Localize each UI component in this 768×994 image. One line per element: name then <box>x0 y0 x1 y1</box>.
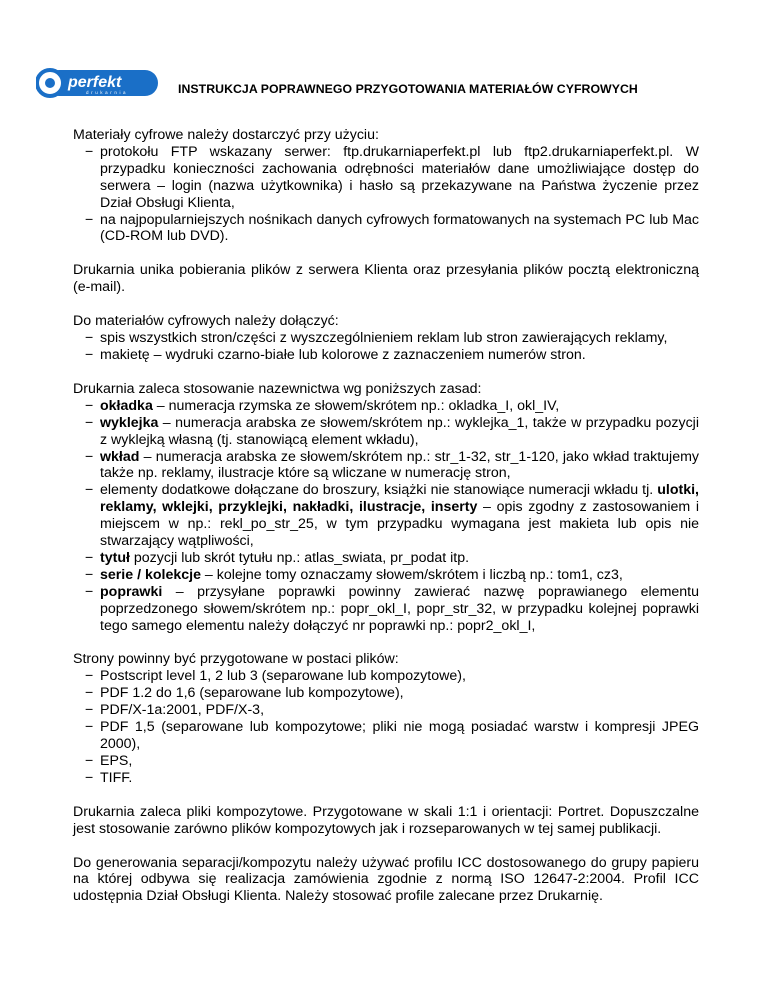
term-description: – kolejne tomy oznaczamy słowem/skrótem i liczbą np.: tom1, cz3, <box>200 566 623 583</box>
term-description: – numeracja arabska ze słowem/skrótem np.: str_1-32, str_1-120, jako wkład traktujemy także np. reklamy, ilustracje które są wliczane w numerację stron, <box>100 448 699 482</box>
dash-bullet: − <box>85 330 94 347</box>
term-description: – opis zgodny z zastosowaniem i miejscem w np.: rekl_po_str_25, w tym przypadku wymagana jest makieta lub opis nie stwarzający wątpliwości, <box>100 499 699 550</box>
document-body <box>73 127 699 922</box>
list-item-text: PDF 1,5 (separowane lub kompozytowe; pliki nie mogą posiadać warstw i kompresji JPEG 2000), <box>100 719 699 752</box>
dash-bullet: − <box>85 719 94 736</box>
naming-section <box>73 381 699 635</box>
list-item <box>73 719 699 753</box>
dash-bullet: − <box>85 549 94 566</box>
term-label: tytuł <box>100 549 130 566</box>
term-label: okładka <box>100 397 153 414</box>
term-label: poprawki <box>100 583 163 600</box>
term-label: wyklejka <box>100 414 159 431</box>
file-formats-intro: Strony powinny być przygotowane w postaci plików: <box>73 651 399 668</box>
list-item-text: Postscript level 1, 2 lub 3 (separowane lub kompozytowe), <box>100 668 466 685</box>
list-item-text: PDF/X-1a:2001, PDF/X-3, <box>100 702 265 719</box>
term-label: wkład <box>100 448 140 465</box>
list-item-text: na najpopularniejszych nośnikach danych cyfrowych formatowanych na systemach PC lub Mac (CD-ROM lub DVD). <box>100 211 699 245</box>
list-item <box>73 567 699 584</box>
list-item <box>73 449 699 483</box>
logo-wordmark: perfekt <box>68 74 122 91</box>
list-item <box>73 347 699 364</box>
list-item <box>73 685 699 702</box>
delivery-intro: Materiały cyfrowe należy dostarczyć przy użyciu: <box>73 127 379 143</box>
list-item <box>73 415 699 449</box>
naming-intro: Drukarnia zaleca stosowanie nazewnictwa wg poniższych zasad: <box>73 380 482 397</box>
list-item-text: TIFF. <box>100 769 133 786</box>
dash-bullet: − <box>85 583 94 600</box>
document-title: INSTRUKCJA POPRAWNEGO PRZYGOTOWANIA MATERIAŁÓW CYFROWYCH <box>178 82 638 96</box>
list-item <box>73 482 699 550</box>
list-item <box>73 584 699 635</box>
term-prefix: elementy dodatkowe dołączane do broszury, książki nie stanowiące numeracji wkładu tj. <box>100 482 658 499</box>
term-label: serie / kolekcje <box>100 566 201 583</box>
logo-subtext: drukarnia <box>86 90 129 95</box>
list-item <box>73 212 699 246</box>
paragraph-composite-files: Drukarnia zaleca pliki kompozytowe. Przygotowane w skali 1:1 i orientacji: Portret. Dopuszczalne jest stosowanie zarówno plików kompozytowych jak i rozseparowanych w tej samej publikacji. <box>73 803 699 837</box>
list-item-text: EPS, <box>100 752 133 769</box>
list-item <box>73 398 699 415</box>
dash-bullet: − <box>85 752 94 769</box>
list-item <box>73 770 699 787</box>
dash-bullet: − <box>85 702 94 719</box>
list-item <box>73 702 699 719</box>
list-item <box>73 550 699 567</box>
file-formats-section <box>73 651 699 786</box>
term-label: ulotki, reklamy, wklejki, przyklejki, nakładki, ilustracje, inserty <box>100 482 699 516</box>
paragraph-icc-profile: Do generowania separacji/kompozytu należy używać profilu ICC dostosowanego do grupy papieru na której odbywa się realizacja zamówienia zgodnie z normą ISO 12647-2:2004. Profil ICC udostępnia Dział Obsługi Klienta. Należy stosować profile zalecane przez Drukarnię. <box>73 854 699 905</box>
dash-bullet: − <box>85 566 94 583</box>
dash-bullet: − <box>85 211 94 228</box>
dash-bullet: − <box>85 346 94 363</box>
paragraph-email-policy: Drukarnia unika pobierania plików z serwera Klienta oraz przesyłania plików pocztą elektroniczną (e-mail). <box>73 262 699 296</box>
term-description: – numeracja arabska ze słowem/skrótem np.: wyklejka_1, także w przypadku pozycji z wyklejką własną (tj. stanowiącą element wkładu), <box>100 414 699 448</box>
list-item <box>73 144 699 212</box>
dash-bullet: − <box>85 143 94 160</box>
delivery-section <box>73 127 699 245</box>
list-item <box>73 668 699 685</box>
list-item <box>73 753 699 770</box>
perfekt-logo <box>36 68 158 98</box>
term-description: – przysyłane poprawki powinny zawierać nazwę poprawianego elementu poprzedzonego słowem/skrótem np.: popr_okl_I, popr_str_32, w przypadku kolejnej poprawki tego samego elementu należy dołączyć nr poprawki np.: popr2_okl_I, <box>100 583 699 634</box>
list-item-text: makietę – wydruki czarno-białe lub kolorowe z zaznaczeniem numerów stron. <box>100 346 586 363</box>
document-header <box>36 68 736 108</box>
list-item <box>73 330 699 347</box>
list-item-text: PDF 1.2 do 1,6 (separowane lub kompozytowe), <box>100 685 404 702</box>
dash-bullet: − <box>85 685 94 702</box>
term-description: – numeracja rzymska ze słowem/skrótem np.: okladka_I, okl_IV, <box>152 397 560 414</box>
dash-bullet: − <box>85 668 94 685</box>
list-item-text: spis wszystkich stron/części z wyszczególnieniem reklam lub stron zawierających reklamy, <box>100 330 668 347</box>
dash-bullet: − <box>85 769 94 786</box>
dash-bullet: − <box>85 414 94 431</box>
dash-bullet: − <box>85 482 94 499</box>
term-description: pozycji lub skrót tytułu np.: atlas_swiata, pr_podat itp. <box>129 549 470 566</box>
dash-bullet: − <box>85 397 94 414</box>
list-item-text: protokołu FTP wskazany serwer: ftp.drukarniaperfekt.pl lub ftp2.drukarniaperfekt.pl. W przypadku konieczności zachowania odrębności materiałów dane umożliwiające dostęp do serwera – login (nazwa użytkownika) i hasło są przekazywane na Państwa życzenie przez Dział Obsługi Klienta, <box>100 143 699 211</box>
attachments-section <box>73 313 699 364</box>
dash-bullet: − <box>85 448 94 465</box>
attachments-intro: Do materiałów cyfrowych należy dołączyć: <box>73 313 339 330</box>
